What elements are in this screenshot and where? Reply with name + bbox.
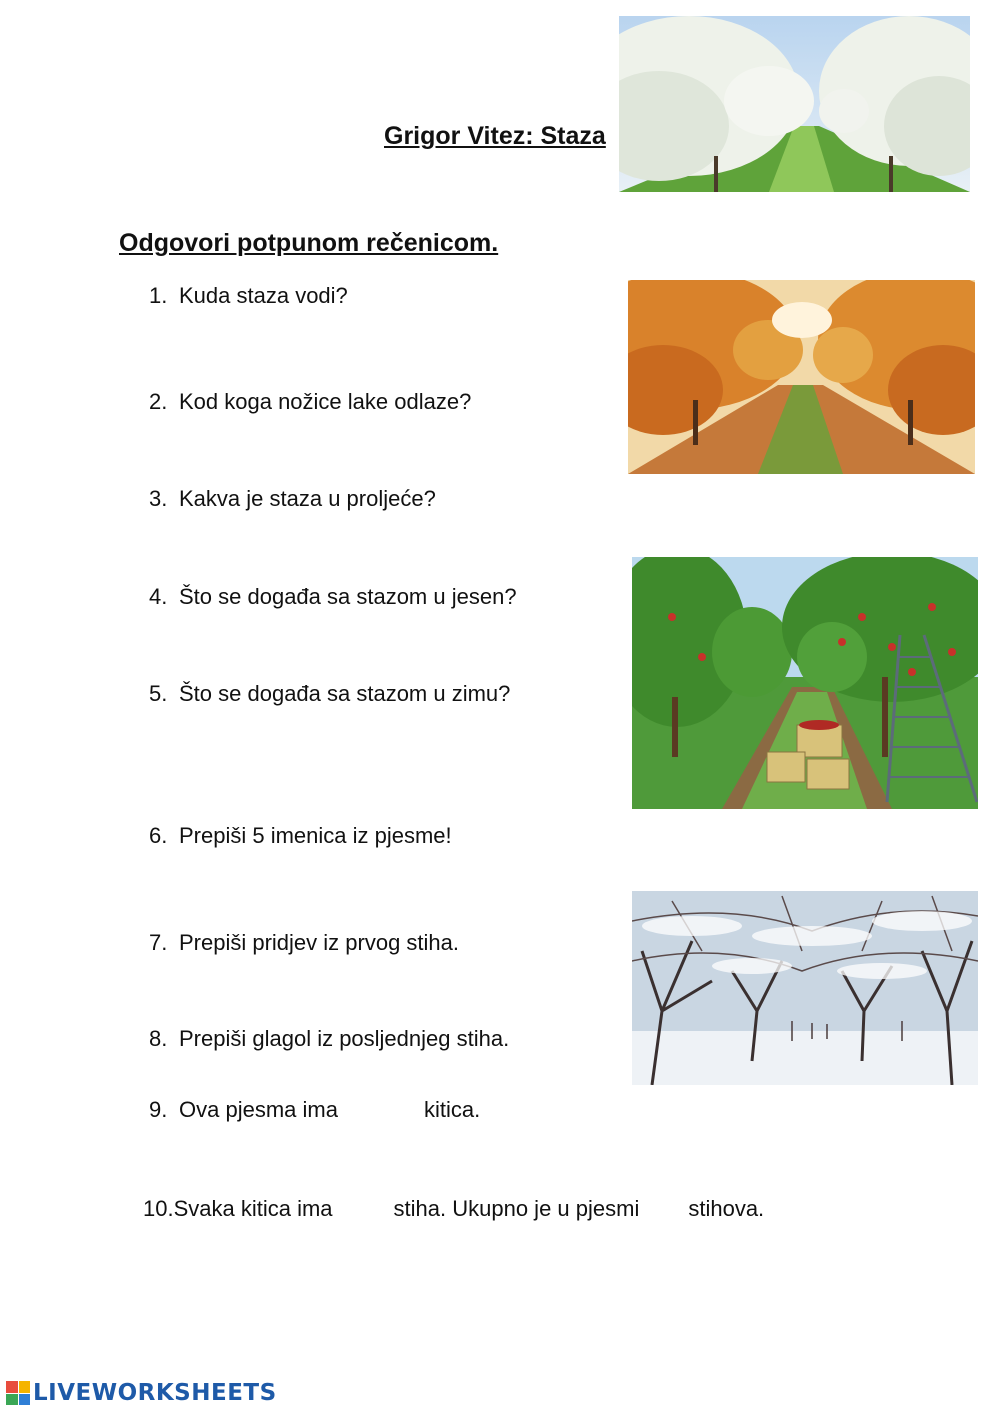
liveworksheets-logo	[6, 1380, 277, 1406]
question-text: Što se događa sa stazom u jesen?	[179, 584, 517, 609]
question-number: 6.	[149, 823, 168, 848]
page-title: Grigor Vitez: Staza	[384, 122, 606, 150]
liveworksheets-logo-icon	[6, 1381, 30, 1405]
question-number: 7.	[149, 930, 168, 955]
question-2	[149, 389, 471, 415]
question-text: Prepiši pridjev iz prvog stiha.	[179, 930, 460, 955]
summer-orchard-image	[632, 557, 978, 809]
question-text: Kod koga nožice lake odlaze?	[179, 389, 472, 414]
winter-orchard-image	[632, 891, 978, 1085]
question-number: 8.	[149, 1026, 168, 1051]
question-text-part-c: stihova.	[688, 1196, 765, 1221]
question-text-part-a: Ova pjesma ima	[179, 1097, 338, 1122]
autumn-orchard-image	[628, 280, 975, 474]
question-number: 5.	[149, 681, 168, 706]
spring-orchard-image	[619, 16, 970, 192]
question-text: Kuda staza vodi?	[179, 283, 348, 308]
question-number: 10.	[143, 1196, 174, 1221]
question-4	[149, 584, 517, 610]
instruction-heading: Odgovori potpunom rečenicom.	[119, 229, 499, 257]
question-8	[149, 1026, 509, 1052]
question-10	[143, 1196, 764, 1222]
liveworksheets-wordmark: LIVEWORKSHEETS	[33, 1380, 277, 1406]
question-number: 4.	[149, 584, 168, 609]
question-text: Prepiši 5 imenica iz pjesme!	[179, 823, 452, 848]
question-text-part-b: stiha. Ukupno je u pjesmi	[393, 1196, 640, 1221]
question-number: 2.	[149, 389, 168, 414]
question-1	[149, 283, 348, 309]
question-text-part-b: kitica.	[423, 1097, 481, 1122]
question-7	[149, 930, 459, 956]
question-number: 9.	[149, 1097, 168, 1122]
question-number: 3.	[149, 486, 168, 511]
question-text: Što se događa sa stazom u zimu?	[179, 681, 511, 706]
question-number: 1.	[149, 283, 168, 308]
question-text: Kakva je staza u proljeće?	[179, 486, 436, 511]
question-3	[149, 486, 436, 512]
question-text-part-a: Svaka kitica ima	[173, 1196, 333, 1221]
question-text: Prepiši glagol iz posljednjeg stiha.	[179, 1026, 510, 1051]
question-9	[149, 1097, 480, 1123]
question-5	[149, 681, 510, 707]
question-6	[149, 823, 452, 849]
